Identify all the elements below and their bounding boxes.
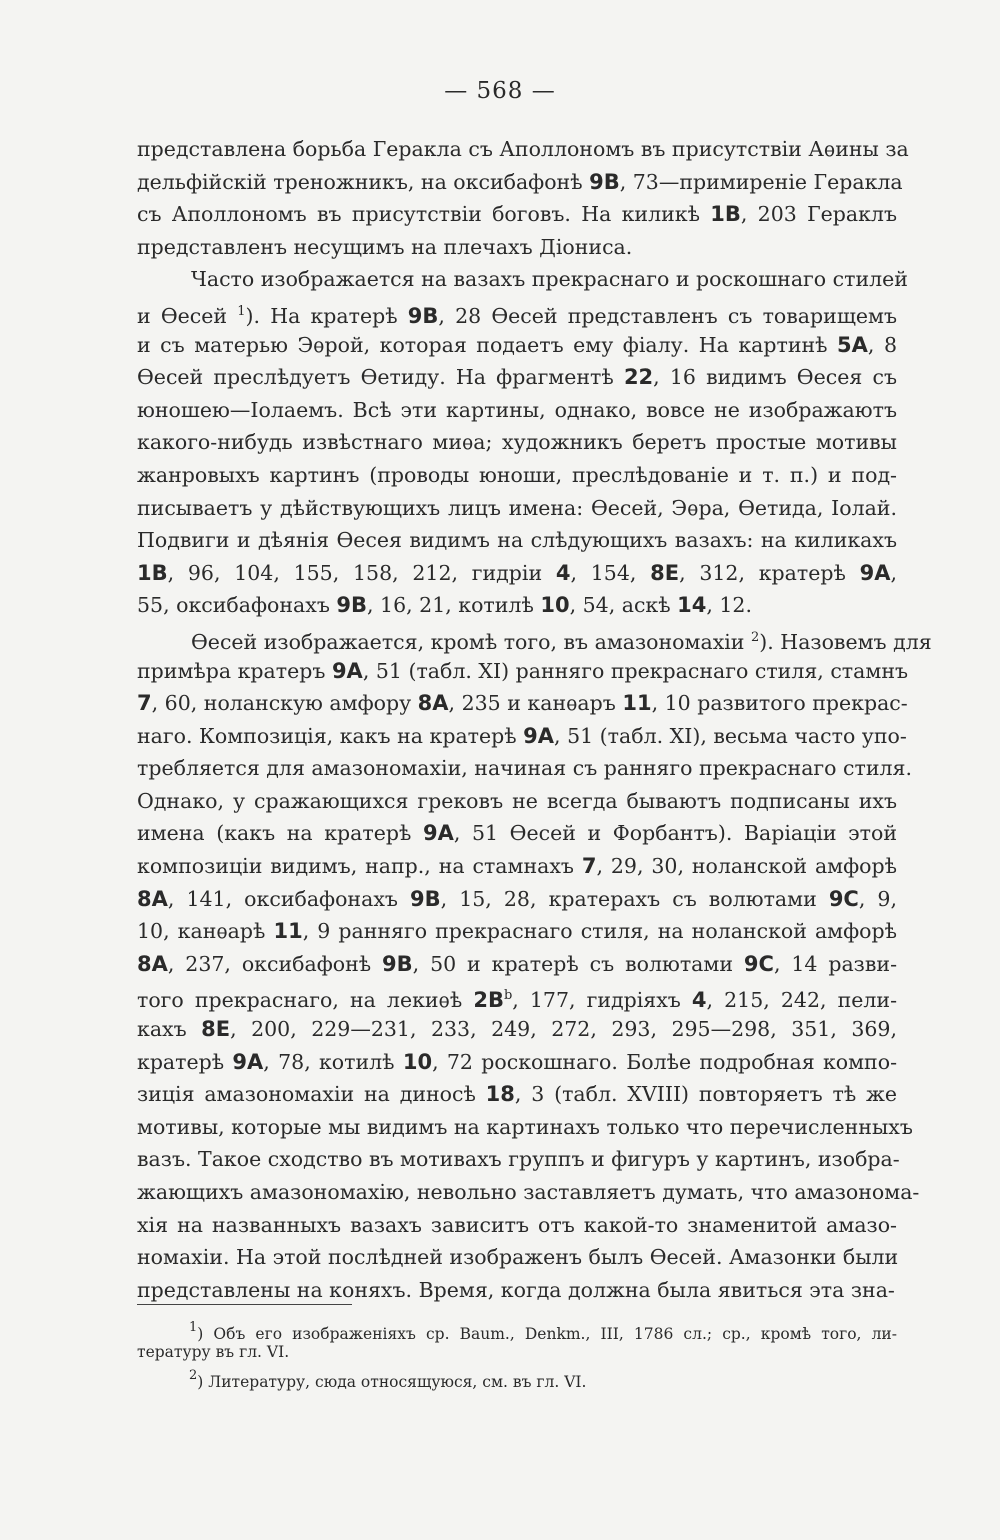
- text-run: номахіи. На этой послѣдней изображенъ былъ Ѳесей. Амазонки были: [137, 1245, 899, 1270]
- text-run: , 16 видимъ Ѳесея съ: [653, 365, 897, 390]
- text-run: , 15, 28, кратерахъ съ волютами: [440, 886, 829, 911]
- text-run: , 235 и канѳаръ: [448, 691, 623, 716]
- catalog-ref: 9A: [331, 658, 363, 683]
- text-run: , 8: [867, 332, 897, 357]
- text-run: , 16, 21, котилѣ: [367, 593, 541, 618]
- text-run: и Ѳесей: [137, 303, 238, 328]
- footnote-line: [137, 1364, 897, 1391]
- catalog-ref: 9B: [336, 593, 367, 618]
- text-line: [137, 1013, 897, 1046]
- footnote-mark: 2: [189, 1368, 198, 1383]
- text-run: 55, оксибафонахъ: [137, 593, 337, 618]
- text-run: ). На кратерѣ: [245, 303, 408, 328]
- text-run: жающихъ амазономахію, невольно заставляетъ думать, что амазонома-: [137, 1180, 920, 1204]
- text-line: [137, 133, 909, 166]
- catalog-ref: 5A: [837, 332, 868, 357]
- catalog-ref: 9B: [589, 169, 620, 194]
- text-line: [137, 948, 897, 981]
- catalog-ref: 10: [540, 593, 570, 618]
- text-line: [137, 1209, 897, 1242]
- text-run: мотивы, которые мы видимъ на картинахъ только что перечисленныхъ: [137, 1114, 913, 1139]
- catalog-ref: 8E: [650, 560, 680, 585]
- text-run: имена (какъ на кратерѣ: [137, 821, 423, 846]
- text-run: ) Литературу, сюда относящуюся, см. въ гл. VI.: [197, 1373, 587, 1391]
- text-run: , 72 роскошнаго. Болѣе подробная компо-: [432, 1049, 897, 1074]
- text-line: [137, 850, 897, 883]
- text-run: Ѳесей изображается, кромѣ того, въ амазономахіи: [191, 629, 751, 654]
- text-run: представлена борьба Геракла съ Аполлономъ въ присутствіи Аѳины за: [137, 137, 909, 161]
- text-run: какого-нибудь извѣстнаго миѳа; художникъ беретъ простые мотивы: [137, 430, 897, 455]
- footnote-divider: [137, 1304, 352, 1305]
- catalog-ref: 8A: [137, 951, 168, 976]
- catalog-ref: 2B: [473, 988, 504, 1013]
- catalog-ref: 14: [677, 593, 707, 618]
- text-line: [137, 524, 897, 557]
- text-run: ,: [890, 560, 897, 585]
- text-run: примѣра кратеръ: [137, 658, 332, 683]
- catalog-ref: 9B: [382, 951, 413, 976]
- text-run: композиціи видимъ, напр., на стамнахъ: [137, 854, 582, 879]
- text-run: , 51 Ѳесей и Форбантъ). Варіаціи этой: [453, 821, 897, 846]
- text-run: , 237, оксибафонѣ: [167, 951, 383, 976]
- catalog-ref: 9A: [232, 1049, 264, 1074]
- text-line: [137, 589, 897, 622]
- text-line: [137, 1176, 920, 1209]
- text-line: [137, 883, 897, 916]
- text-line: [137, 817, 897, 850]
- catalog-ref: 9C: [828, 886, 859, 911]
- text-run: , 177, гидріяхъ: [512, 988, 692, 1013]
- text-run: юношею—Іолаемъ. Всѣ эти картины, однако, вовсе не изображаютъ: [137, 397, 897, 422]
- text-run: , 203 Гераклъ: [740, 202, 897, 227]
- text-line: [137, 1241, 897, 1274]
- text-run: ) Объ его изображеніяхъ ср. Baum., Denkm., III, 1786 сл.; ср., кромѣ того, ли-: [197, 1325, 897, 1343]
- catalog-ref: 1B: [710, 202, 741, 227]
- text-line: [137, 426, 897, 459]
- text-run: наго. Композиція, какъ на кратерѣ: [137, 723, 524, 748]
- text-run: 10, канѳарѣ: [137, 919, 274, 944]
- text-line: [137, 720, 907, 753]
- text-run: ). Назовемъ для: [759, 629, 932, 654]
- catalog-ref: 4: [555, 560, 571, 585]
- catalog-ref: 8A: [417, 691, 449, 716]
- text-run: , 51 (табл. XI), весьма часто упо-: [554, 723, 907, 748]
- text-run: , 14 разви-: [773, 951, 897, 976]
- catalog-ref: 9A: [859, 560, 891, 585]
- text-run: , 54, аскѣ: [569, 593, 678, 618]
- text-run: дельфійскій треножникъ, на оксибафонѣ: [137, 169, 590, 194]
- footnote-line: [137, 1340, 897, 1364]
- text-run: , 78, котилѣ: [263, 1049, 403, 1074]
- text-run: , 154,: [570, 560, 651, 585]
- catalog-ref: 9B: [410, 886, 441, 911]
- text-line: [137, 557, 897, 590]
- text-line: [137, 752, 912, 785]
- text-line: [137, 1143, 900, 1176]
- text-line: [137, 622, 932, 655]
- text-run: , 9 ранняго прекраснаго стиля, на ноланской амфорѣ: [302, 919, 897, 944]
- catalog-ref: 9A: [523, 723, 555, 748]
- text-line: [137, 655, 909, 688]
- catalog-ref: 11: [622, 691, 652, 716]
- text-run: зиція амазономахіи на диносѣ: [137, 1082, 486, 1107]
- text-line: [137, 166, 903, 199]
- footnote-mark: b: [503, 988, 513, 1004]
- text-run: Ѳесей преслѣдуетъ Ѳетиду. На фрагментѣ: [137, 365, 624, 390]
- catalog-ref: 9B: [407, 303, 439, 328]
- text-line: [137, 980, 897, 1013]
- catalog-ref: 9C: [743, 951, 774, 976]
- body-text: [137, 133, 932, 1306]
- catalog-ref: 8A: [137, 886, 168, 911]
- text-run: , 29, 30, ноланской амфорѣ: [596, 854, 898, 879]
- text-line: [137, 492, 897, 525]
- text-run: , 3 (табл. XVIII) повторяетъ тѣ же: [514, 1082, 897, 1107]
- footnote-mark: 1: [189, 1320, 198, 1335]
- text-run: и съ матерью Эѳрой, которая подаетъ ему фіалу. На картинѣ: [137, 332, 838, 357]
- text-run: , 141, оксибафонахъ: [167, 886, 410, 911]
- text-run: кахъ: [137, 1017, 202, 1042]
- text-line: [137, 394, 897, 427]
- text-run: , 51 (табл. XI) ранняго прекраснаго стиля, стамнъ: [362, 658, 909, 683]
- footnote-mark: 2: [751, 629, 760, 645]
- text-run: писываетъ у дѣйствующихъ лицъ имена: Ѳесей, Эѳра, Ѳетида, Іолай.: [137, 495, 897, 520]
- text-run: , 215, 242, пели-: [706, 988, 897, 1013]
- catalog-ref: 22: [623, 365, 654, 390]
- footnote-mark: 1: [237, 303, 246, 319]
- catalog-ref: 7: [581, 854, 597, 879]
- page-number: — 568 —: [444, 78, 556, 104]
- text-line: [137, 263, 908, 296]
- text-line: [137, 785, 897, 818]
- text-run: жанровыхъ картинъ (проводы юноши, преслѣдованіе и т. п.) и под-: [137, 462, 897, 487]
- catalog-ref: 8E: [201, 1017, 231, 1042]
- catalog-ref: 10: [402, 1049, 433, 1074]
- text-line: [137, 231, 897, 264]
- text-run: , 96, 104, 155, 158, 212, гидріи: [167, 560, 556, 585]
- text-line: [137, 361, 897, 394]
- text-run: Подвиги и дѣянія Ѳесея видимъ на слѣдующихъ вазахъ: на киликахъ: [137, 528, 897, 553]
- text-line: [137, 198, 897, 231]
- text-run: кратерѣ: [137, 1049, 233, 1074]
- text-line: [137, 1111, 913, 1144]
- text-run: съ Аполлономъ въ присутствіи боговъ. На киликѣ: [137, 202, 711, 227]
- text-line: [137, 1078, 897, 1111]
- text-run: , 200, 229—231, 233, 249, 272, 293, 295—298, 351, 369,: [230, 1017, 897, 1042]
- text-line: [137, 329, 897, 362]
- text-run: того прекраснаго, на лекиѳѣ: [137, 988, 474, 1013]
- text-line: [137, 1274, 897, 1307]
- catalog-ref: 18: [485, 1082, 515, 1107]
- text-run: представленъ несущимъ на плечахъ Діониса.: [137, 234, 633, 259]
- text-run: Часто изображается на вазахъ прекраснаго и роскошнаго стилей: [191, 267, 908, 292]
- text-run: представлены на коняхъ. Время, когда должна была явиться эта зна-: [137, 1277, 895, 1302]
- text-run: требляется для амазономахіи, начиная съ ранняго прекраснаго стиля.: [137, 756, 912, 781]
- text-run: , 10 развитого прекрас-: [651, 691, 908, 716]
- catalog-ref: 1B: [137, 560, 168, 585]
- text-line: [137, 459, 897, 492]
- text-run: тературу въ гл. VI.: [137, 1343, 290, 1361]
- catalog-ref: 11: [273, 919, 303, 944]
- text-run: , 50 и кратерѣ съ волютами: [412, 951, 744, 976]
- text-run: , 28 Ѳесей представленъ съ товарищемъ: [438, 303, 897, 328]
- text-run: , 312, кратерѣ: [679, 560, 860, 585]
- footnote-line: [137, 1316, 897, 1343]
- text-run: вазъ. Такое сходство въ мотивахъ группъ и фигуръ у картинъ, изобра-: [137, 1147, 900, 1172]
- text-run: , 9,: [858, 886, 897, 911]
- text-run: , 60, ноланскую амфору: [151, 691, 418, 716]
- catalog-ref: 4: [691, 988, 707, 1013]
- text-run: Однако, у сражающихся грековъ не всегда бываютъ подписаны ихъ: [137, 788, 897, 813]
- text-run: , 73—примиреніе Геракла: [619, 169, 903, 194]
- text-line: [137, 1046, 897, 1079]
- catalog-ref: 9A: [422, 821, 454, 846]
- text-run: , 12.: [706, 593, 752, 618]
- catalog-ref: 7: [137, 691, 152, 716]
- text-line: [137, 296, 897, 329]
- text-line: [137, 915, 897, 948]
- footnotes: [137, 1316, 897, 1391]
- text-run: хія на названныхъ вазахъ зависитъ отъ какой-то знаменитой амазо-: [137, 1212, 897, 1237]
- text-line: [137, 687, 908, 720]
